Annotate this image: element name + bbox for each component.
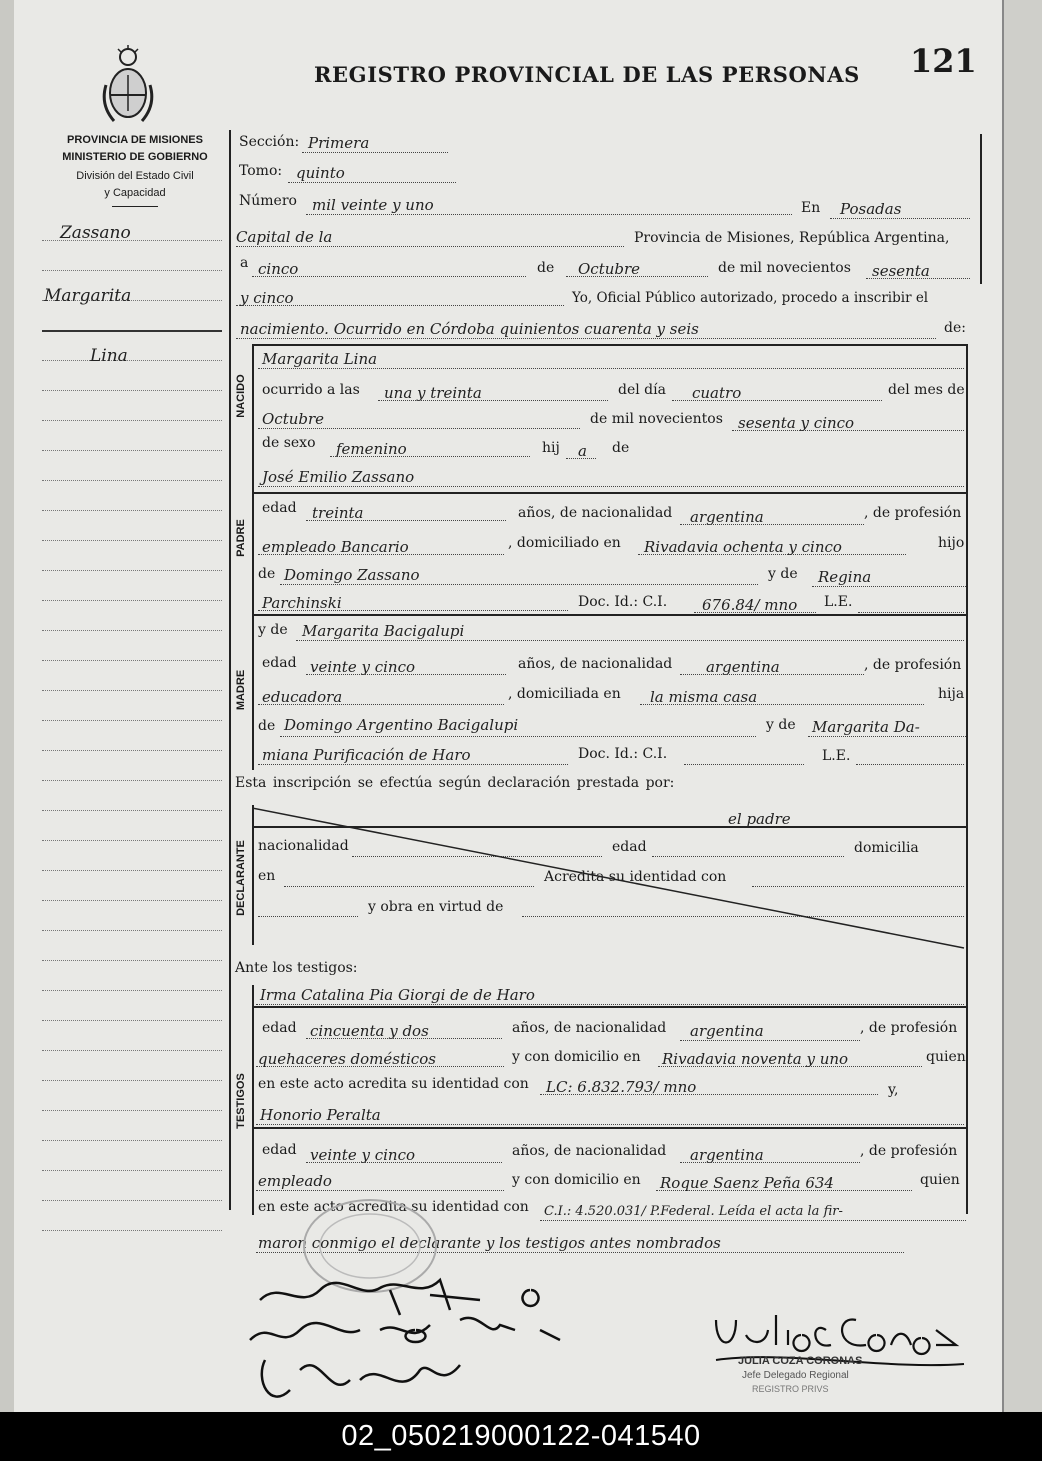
label-hij: hij	[542, 440, 560, 456]
label-a: a	[240, 255, 249, 271]
label-padre-y-de: y de	[768, 566, 798, 582]
main-frame-right	[980, 134, 982, 284]
value-madre-madre: Margarita Da-	[812, 718, 920, 736]
margin-rule	[42, 510, 222, 511]
official-stamp-line3: REGISTRO PRIVS	[752, 1384, 829, 1394]
line-t2-edad	[306, 1162, 502, 1163]
label-decl-nacionalidad: nacionalidad	[258, 838, 349, 854]
label-obra: y obra en virtud de	[368, 899, 504, 915]
value-padre-edad: treinta	[312, 504, 364, 522]
value-cierre: maron conmigo el declarante y los testigos antes nombrados	[258, 1234, 721, 1252]
line-madre-dom	[640, 704, 924, 705]
line-t1-dom	[658, 1066, 922, 1067]
margin-rule	[42, 720, 222, 721]
value-madre-dom: la misma casa	[650, 688, 758, 706]
side-label-nacido: NACIDO	[235, 374, 247, 418]
value-acto: nacimiento. Ocurrido en Córdoba quinientos cuarenta y seis	[240, 320, 699, 338]
margin-rule	[42, 780, 222, 781]
margin-rule	[42, 570, 222, 571]
line-acto	[236, 338, 936, 339]
margin-rule	[42, 600, 222, 601]
label-padre-doc: Doc. Id.: C.I.	[578, 594, 668, 610]
margin-rule	[42, 840, 222, 841]
line-nombre	[258, 368, 964, 369]
margin-rule	[42, 990, 222, 991]
label-del-dia: del día	[618, 382, 666, 398]
line-t2-nombre	[256, 1124, 964, 1125]
line-tomo	[288, 182, 456, 183]
side-label-declarante: DECLARANTE	[235, 840, 247, 916]
value-sexo: femenino	[336, 440, 407, 458]
value-madre-nac: argentina	[706, 658, 780, 676]
side-label-madre: MADRE	[235, 669, 247, 711]
margin-rule	[42, 870, 222, 871]
label-t1-quien: quien	[926, 1049, 966, 1065]
label-de: de	[537, 260, 555, 276]
line-madre-le	[856, 764, 964, 765]
margin-name2: Lina	[90, 346, 128, 366]
value-madre-prof: educadora	[262, 688, 343, 706]
value-en: Posadas	[840, 200, 902, 218]
label-madre-doc: Doc. Id.: C.I.	[578, 746, 668, 762]
office-province: PROVINCIA DE MISIONES	[67, 134, 203, 146]
body-right-bar	[966, 344, 968, 1214]
section-left-bar	[252, 344, 254, 464]
margin-rule	[42, 480, 222, 481]
padre-left-bar	[252, 462, 254, 614]
document-code: 02_050219000122-041540	[0, 1412, 1042, 1461]
value-hora: una y treinta	[384, 384, 482, 402]
cancellation-diagonal	[252, 806, 966, 952]
line-madre-prof	[258, 704, 504, 705]
office-ministry: MINISTERIO DE GOBIERNO	[62, 151, 208, 163]
label-t2-edad: edad	[262, 1142, 297, 1158]
margin-surname: Zassano	[60, 223, 131, 243]
line-mes	[566, 276, 708, 277]
label-sexo: de sexo	[262, 435, 316, 451]
value-tomo: quinto	[296, 164, 345, 182]
margin-rule	[42, 960, 222, 961]
margin-rule	[42, 630, 222, 631]
value-t2-nombre: Honorio Peralta	[260, 1106, 381, 1124]
line-hora	[378, 400, 608, 401]
line-padre-prof	[258, 554, 504, 555]
label-t2-anios: años, de nacionalidad	[512, 1143, 667, 1159]
value-t1-nac: argentina	[690, 1022, 764, 1040]
line-sexo	[330, 456, 530, 457]
value-t2-edad: veinte y cinco	[310, 1146, 416, 1164]
line-capital	[236, 246, 624, 247]
label-en: En	[801, 200, 821, 216]
line-madre-madre2	[258, 764, 568, 765]
value-numero: mil veinte y uno	[312, 196, 434, 214]
value-padre-nombre: José Emilio Zassano	[262, 468, 415, 486]
label-t1-dom: y con domicilio en	[512, 1049, 641, 1065]
margin-rule	[42, 420, 222, 421]
line-seccion	[302, 152, 448, 153]
margin-name1: Margarita	[44, 286, 132, 306]
official-stamp-line2: Jefe Delegado Regional	[742, 1370, 849, 1381]
page-left-edge	[0, 0, 14, 1412]
value-dia: cinco	[258, 260, 299, 278]
line-t2-dom	[656, 1190, 912, 1191]
signature-declarant	[240, 1270, 570, 1412]
label-madre-le: L.E.	[822, 748, 851, 764]
value-anio-nac: sesenta y cinco	[738, 414, 855, 432]
office-underline	[112, 206, 158, 207]
madre-left-bar	[252, 614, 254, 770]
value-padre-madre: Regina	[818, 568, 872, 586]
label-decl-edad: edad	[612, 839, 647, 855]
margin-rule	[42, 450, 222, 451]
line-padre-dom	[638, 554, 906, 555]
label-de-mil: de mil novecientos	[718, 260, 851, 276]
rule-testigos-top	[252, 1006, 966, 1008]
value-dia-nac: cuatro	[692, 384, 742, 402]
line-madre-madre	[808, 736, 966, 737]
rule-testigo2-top	[252, 1127, 966, 1129]
value-padre-madre2: Parchinski	[262, 594, 342, 612]
line-padre-madre2	[258, 610, 568, 611]
label-madre-prof: , de profesión	[864, 657, 962, 673]
label-t1-prof: , de profesión	[860, 1020, 958, 1036]
office-capacity: y Capacidad	[104, 187, 166, 199]
line-padre-nombre	[258, 486, 964, 487]
label-de-colon: de:	[944, 320, 966, 336]
line-madre-padre	[280, 736, 756, 737]
label-padre-de: de	[258, 566, 276, 582]
line-t1-nac	[680, 1040, 860, 1041]
line-madre-ci	[684, 764, 804, 765]
margin-rule	[42, 1170, 222, 1171]
page-number: 121	[910, 42, 977, 80]
line-dia	[252, 276, 526, 277]
line-madre-edad	[306, 674, 506, 675]
line-t1-edad	[306, 1038, 502, 1039]
label-padre-dom: , domiciliado en	[508, 535, 621, 551]
page-right-edge	[1002, 0, 1042, 1412]
value-t2-nac: argentina	[690, 1146, 764, 1164]
margin-rule	[42, 810, 222, 811]
margin-rule	[42, 1230, 222, 1231]
label-madre-anios: años, de nacionalidad	[518, 656, 673, 672]
value-declarante: el padre	[728, 810, 791, 828]
value-t1-prof: quehaceres domésticos	[258, 1050, 436, 1068]
value-nombre: Margarita Lina	[262, 350, 378, 368]
line-sexo-suf	[566, 458, 596, 459]
line-madre-nac	[680, 674, 864, 675]
label-madre-dom: , domiciliada en	[508, 686, 621, 702]
value-anio: sesenta	[872, 262, 930, 280]
value-t2-prof: empleado	[258, 1172, 332, 1190]
line-t2-prof	[256, 1190, 504, 1191]
margin-rule	[42, 330, 222, 332]
value-seccion: Primera	[308, 134, 370, 152]
margin-rule	[42, 750, 222, 751]
label-padre-anios: años, de nacionalidad	[518, 505, 673, 521]
side-label-testigos: TESTIGOS	[235, 1073, 247, 1129]
margin-rule	[42, 360, 222, 361]
value-padre-prof: empleado Bancario	[262, 538, 409, 556]
office-division: División del Estado Civil	[76, 170, 194, 182]
label-madre-de: de	[258, 718, 276, 734]
value-t2-dom: Roque Saenz Peña 634	[660, 1174, 834, 1192]
rule-padre-top	[252, 492, 966, 494]
value-t1-nombre: Irma Catalina Pia Giorgi de de Haro	[260, 986, 535, 1004]
label-madre-y-de2: y de	[766, 717, 796, 733]
margin-rule	[42, 1140, 222, 1141]
label-hijo: hijo	[938, 535, 965, 551]
value-mes: Octubre	[578, 260, 641, 278]
testigos-left-bar	[252, 985, 254, 1215]
margin-rule	[42, 1110, 222, 1111]
label-madre-edad: edad	[262, 655, 297, 671]
value-padre-dom: Rivadavia ochenta y cinco	[644, 538, 842, 556]
label-provincia: Provincia de Misiones, República Argentina,	[634, 230, 950, 246]
value-padre-nac: argentina	[690, 508, 764, 526]
label-t2-prof: , de profesión	[860, 1143, 958, 1159]
label-acredita: Acredita su identidad con	[544, 869, 727, 885]
line-t1-nombre	[256, 1004, 964, 1005]
label-numero: Número	[239, 193, 297, 209]
label-t1-y: y,	[888, 1082, 899, 1098]
value-padre-ci: 676.84/ mno	[702, 596, 798, 614]
margin-rule	[42, 1020, 222, 1021]
label-del-mes: del mes de	[888, 382, 965, 398]
line-t2-doc	[540, 1220, 966, 1221]
line-anio2	[236, 305, 564, 306]
value-t2-doc: C.I.: 4.520.031/ P.Federal. Leída el acta la fir-	[544, 1204, 843, 1219]
value-t1-dom: Rivadavia noventa y uno	[662, 1050, 849, 1068]
value-madre-nombre: Margarita Bacigalupi	[302, 622, 465, 640]
line-numero	[306, 214, 792, 215]
value-mes-nac: Octubre	[262, 410, 325, 428]
value-madre-padre: Domingo Argentino Bacigalupi	[284, 716, 519, 734]
label-t1-anios: años, de nacionalidad	[512, 1020, 667, 1036]
label-esta-inscripcion: Esta inscripción se efectúa según declaración prestada por:	[235, 775, 675, 791]
line-padre-ci	[694, 612, 816, 613]
value-madre-edad: veinte y cinco	[310, 658, 416, 676]
value-capital: Capital de la	[236, 228, 333, 246]
line-padre-madre	[812, 586, 966, 587]
label-t2-acredita: en este acto acredita su identidad con	[258, 1199, 529, 1215]
margin-rule	[42, 390, 222, 391]
line-en	[830, 218, 970, 219]
line-mes-nac	[258, 428, 580, 429]
value-padre-padre: Domingo Zassano	[284, 566, 420, 584]
label-seccion: Sección:	[239, 134, 300, 150]
margin-rule	[42, 660, 222, 661]
value-t1-doc: LC: 6.832.793/ mno	[546, 1078, 697, 1096]
label-ocurrido: ocurrido a las	[262, 382, 360, 398]
margin-rule	[42, 1200, 222, 1201]
main-frame-left	[229, 130, 231, 1210]
side-label-padre: PADRE	[235, 519, 247, 557]
margin-rule	[42, 930, 222, 931]
line-padre-nac	[680, 524, 864, 525]
label-de2: de	[612, 440, 630, 456]
official-stamp-line1: JULIA COZA CORONAS	[738, 1355, 863, 1367]
label-hija: hija	[938, 686, 965, 702]
margin-rule	[42, 900, 222, 901]
label-t1-edad: edad	[262, 1020, 297, 1036]
line-padre-edad	[306, 520, 506, 521]
margin-rule	[42, 540, 222, 541]
label-de-mil2: de mil novecientos	[590, 411, 723, 427]
label-tomo: Tomo:	[239, 163, 283, 179]
margin-rule	[42, 1050, 222, 1051]
margin-rule	[42, 270, 222, 271]
value-sexo-suf: a	[578, 442, 587, 460]
line-t2-nac	[680, 1162, 860, 1163]
label-madre-y-de: y de	[258, 622, 288, 638]
rule-nacido-top	[252, 344, 966, 346]
value-t1-edad: cincuenta y dos	[310, 1022, 429, 1040]
line-dia-nac	[672, 400, 882, 401]
margin-rule	[42, 690, 222, 691]
label-t1-acredita: en este acto acredita su identidad con	[258, 1076, 529, 1092]
line-padre-padre	[280, 584, 758, 585]
line-t1-doc	[540, 1094, 878, 1095]
line-t1-prof	[256, 1066, 504, 1067]
line-padre-le	[858, 612, 964, 613]
line-anio-nac	[732, 430, 964, 431]
label-padre-prof: , de profesión	[864, 505, 962, 521]
label-decl-en: en	[258, 868, 276, 884]
label-t2-dom: y con domicilio en	[512, 1172, 641, 1188]
label-padre-le: L.E.	[824, 594, 853, 610]
label-decl-domicilia: domicilia	[854, 840, 919, 856]
label-oficial: Yo, Oficial Público autorizado, procedo a inscribir el	[572, 290, 929, 306]
label-ante-testigos: Ante los testigos:	[235, 960, 358, 976]
margin-rule	[42, 1080, 222, 1081]
line-madre-nombre	[296, 640, 964, 641]
value-madre-madre2: miana Purificación de Haro	[262, 746, 471, 764]
line-anio	[866, 278, 970, 279]
value-anio2: y cinco	[240, 289, 294, 307]
coat-of-arms-icon	[100, 45, 156, 127]
document-title: REGISTRO PROVINCIAL DE LAS PERSONAS	[314, 62, 860, 87]
label-t2-quien: quien	[920, 1172, 960, 1188]
label-padre-edad: edad	[262, 500, 297, 516]
rule-madre-top	[252, 614, 966, 616]
